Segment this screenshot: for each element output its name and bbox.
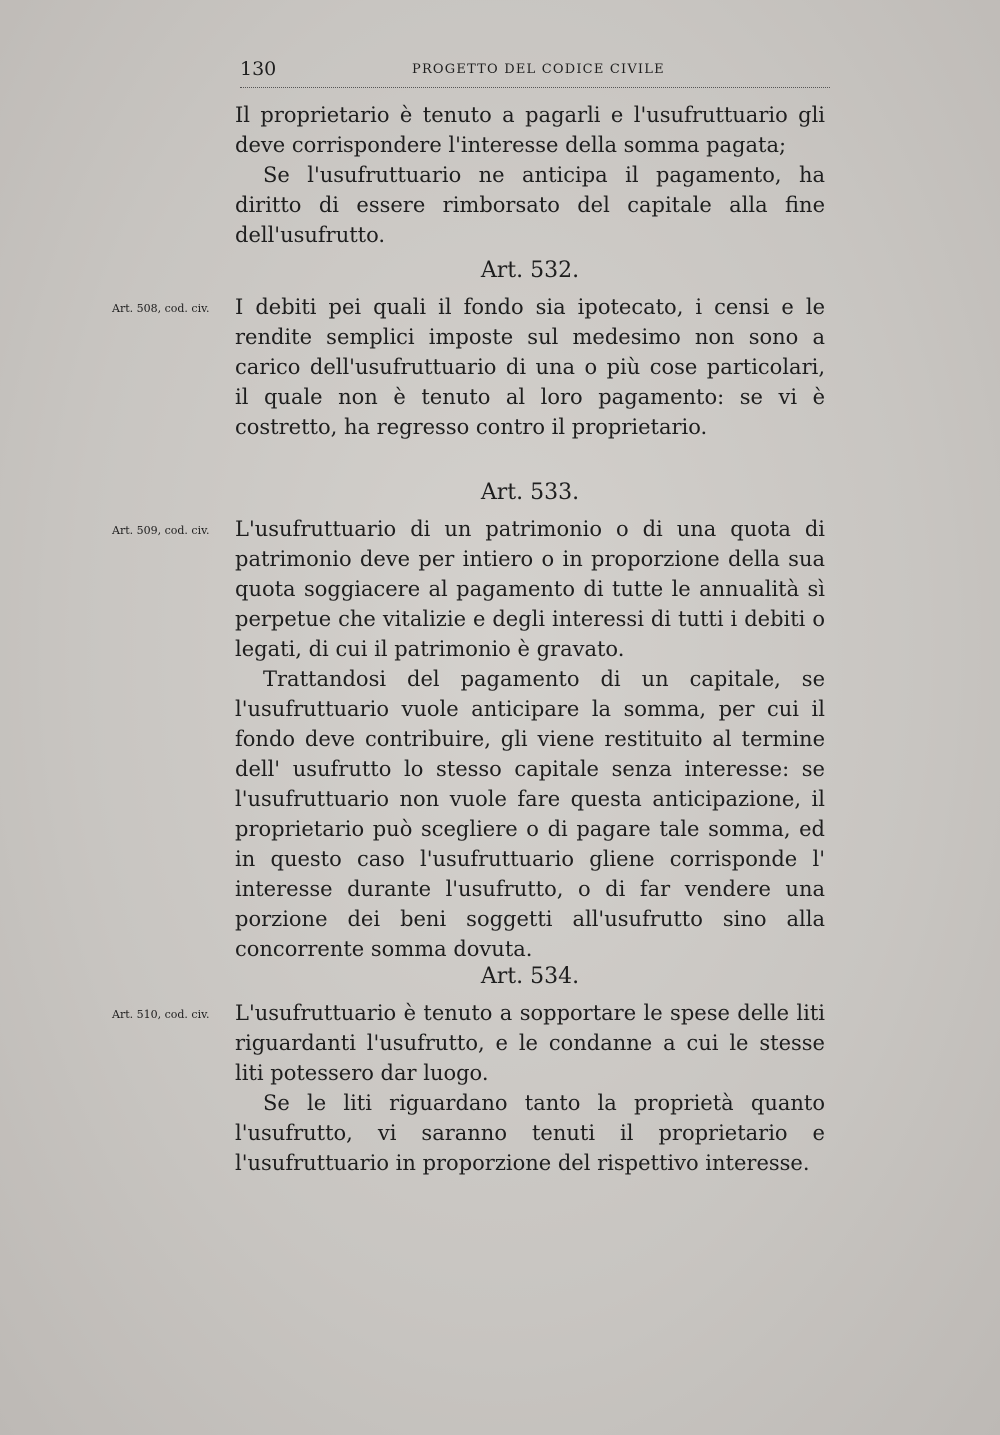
intro-text (235, 100, 825, 250)
article-533-heading: Art. 533. (480, 480, 580, 505)
page-number: 130 (240, 58, 277, 80)
article-533-margin-note: Art. 509, cod. civ. (112, 524, 210, 537)
article-paragraph: I debiti pei quali il fondo sia ipotecato, i censi e le rendite semplici imposte sul medesimo non sono a carico dell'usufruttuario di una o più cose particolari, il quale non è tenuto al loro pagamento: se vi è costretto, ha regresso contro il proprietario. (235, 295, 825, 439)
intro-paragraph: Il proprietario è tenuto a pagarli e l'usufruttuario gli deve corrispondere l'interesse della somma pagata; (235, 103, 825, 157)
article-532-text (235, 292, 825, 442)
article-paragraph: L'usufruttuario di un patrimonio o di una quota di patrimonio deve per intiero o in proporzione della sua quota soggiacere al pagamento di tutte le annualità sì perpetue che vitalizie e degli interessi di tutti i debiti o legati, di cui il patrimonio è gravato. (235, 517, 825, 661)
article-paragraph: L'usufruttuario è tenuto a sopportare le spese delle liti riguardanti l'usufrutto, e le condanne a cui le stesse liti potessero dar luogo. (235, 1001, 825, 1085)
article-534-heading: Art. 534. (480, 964, 580, 989)
article-paragraph: Se le liti riguardano tanto la proprietà quanto l'usufrutto, vi saranno tenuti il proprietario e l'usufruttuario in proporzione del rispettivo interesse. (235, 1091, 825, 1175)
article-532-margin-note: Art. 508, cod. civ. (112, 302, 210, 315)
article-paragraph: Trattandosi del pagamento di un capitale, se l'usufruttuario vuole anticipare la somma, per cui il fondo deve contribuire, gli viene restituito al termine dell' usufrutto lo stesso capitale senza interesse: se l'usufruttuario non vuole fare questa anticipazione, il proprietario può scegliere o di pagare tale somma, ed in questo caso l'usufruttuario gliene corrisponde l' interesse durante l'usufrutto, o di far vendere una porzione dei beni soggetti all'usufrutto sino alla concorrente somma dovuta. (235, 667, 825, 961)
intro-paragraph: Se l'usufruttuario ne anticipa il pagamento, ha diritto di essere rimborsato del capitale alla fine dell'usufrutto. (235, 163, 825, 247)
article-534-text (235, 998, 825, 1178)
header-rule (240, 87, 830, 88)
article-534-margin-note: Art. 510, cod. civ. (112, 1008, 210, 1021)
running-title: PROGETTO DEL CODICE CIVILE (412, 62, 665, 77)
running-head (240, 58, 830, 88)
article-532-heading: Art. 532. (480, 258, 580, 283)
article-533-text (235, 514, 825, 964)
